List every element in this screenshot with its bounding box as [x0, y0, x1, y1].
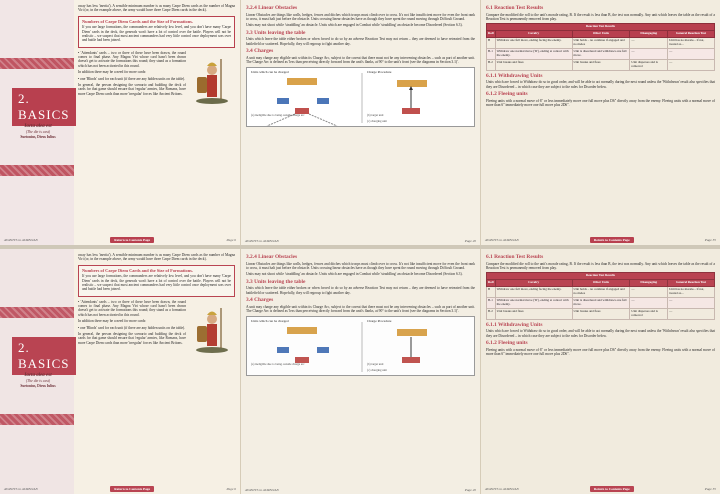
table-cell: Unit has no morale... if not, treated as...	[668, 38, 715, 49]
table-header: Roll	[487, 280, 496, 287]
footer-title: AVANTI'S to AURELIAN	[485, 486, 519, 491]
table-cell: Unit is disordered and withdraws one full move.	[572, 48, 630, 59]
table-cell: Unit breaks and flees	[572, 59, 630, 70]
section-heading: 6.1.1 Withdrawing Units	[486, 72, 543, 79]
paragraph: Units may not shoot while 'straddling' an obstacle. Units which are engaged in Combat while 'straddling' an obstacle become Disordered (Section 6.3).	[246, 23, 463, 28]
page-middle	[240, 0, 480, 245]
section-heading: 6.1 Reaction Test Results	[486, 254, 544, 260]
page-right	[480, 249, 720, 494]
page-number: Page 6	[226, 237, 236, 242]
paragraph: Units may not shoot while 'straddling' an obstacle. Units which are engaged in Combat while 'straddling' an obstacle become Disordered (Section 6.3).	[246, 272, 463, 277]
paragraph: Linear Obstacles are things like walls, hedges, fences and ditches which troops must climb over to cross. It's not like insufficient move for even the front rank to cross, it must halt just before the obstacle. Units crossing linear obstacles have as though they have spent the round moving through Difficult Ground.	[246, 261, 475, 270]
table-cell: Withdraw one full move, ending facing the enemy.	[495, 38, 572, 49]
page-footer	[245, 488, 476, 492]
note-title: Numbers of Carpe Diem Cards and the Size of Formations.	[82, 18, 193, 24]
section-heading: 6.1.2 Fleeing units	[486, 339, 528, 346]
table-cell: B-2	[487, 308, 496, 319]
body-paragraph: In general, the person designing the scenario and building the deck of cards for that game should ensure that 'regular' armies, like Romans, have more Carpe Diem cards than more 'irregular' forces like Ancient Britons.	[78, 331, 186, 345]
table-cell: —	[630, 38, 668, 49]
diagram-caption: (c) charging unit	[367, 367, 387, 372]
table-header: Disengaging	[630, 280, 668, 287]
body-paragraph: • one 'Blinds' card for each unit (if there are any hidden units on the table).	[78, 76, 186, 81]
paragraph: Fleeing units with a normal move of 6" or less immediately move one full move plus D6" directly away from the enemy. Fleeing units with a normal move of more than 6" immediately move one full move plus 2D6".	[486, 347, 715, 356]
table-cell: Withdraw one full move, ending facing the enemy.	[495, 287, 572, 298]
decorative-band	[0, 414, 74, 425]
section-heading: 3.3 Units leaving the table	[246, 29, 306, 36]
diagram-left-label: Units which can be charged	[251, 319, 289, 324]
page-number: Page 20	[464, 487, 476, 492]
table-cell: —	[668, 59, 715, 70]
page-number: Page 35	[704, 486, 716, 491]
note-box	[78, 16, 235, 48]
chapter-quote	[8, 124, 68, 139]
chapter-heading: 2. BASICS	[12, 88, 76, 126]
chapter-quote	[8, 373, 68, 388]
decorative-band	[0, 307, 74, 318]
table-cell: Unit breaks and flees	[495, 59, 572, 70]
return-to-contents-button[interactable]: Return to Contents Page	[110, 486, 154, 492]
table-row	[487, 48, 715, 59]
table-header: Cavalry	[495, 280, 572, 287]
quote-author: Suetonius, Divus Iulius	[20, 134, 56, 139]
reaction-test-table	[486, 23, 715, 70]
middle-column	[246, 252, 475, 379]
table-header: General Reaction Test	[668, 280, 715, 287]
section-heading: 6.1.1 Withdrawing Units	[486, 321, 543, 328]
charge-diagram	[246, 316, 475, 376]
section-heading: 6.1.2 Fleeing units	[486, 90, 528, 97]
miniature-figure-image	[189, 53, 235, 105]
note-text: If you use large formations, the commanders are relatively low level, and you don't have many 'Carpe Diem' cards in the deck, the generals won't have a lot of control over the battle. Players will not be realistic – we suspect that most ancient commanders had very little control once deployment was over and battle had been joined.	[82, 25, 231, 43]
table-row	[487, 59, 715, 70]
table-cell: B-2	[487, 59, 496, 70]
page-number: Page 35	[704, 237, 716, 242]
body-paragraph: In addition there may be a need for more cards:	[78, 70, 147, 75]
section-heading: 3.2.4 Linear Obstacles	[246, 5, 298, 11]
diagram-shapes	[247, 317, 475, 377]
table-cell: Unit breaks and flees	[495, 308, 572, 319]
diagram-caption: (a) ineligible due to being outside charge arc	[251, 112, 305, 117]
section-heading: 3.3 Units leaving the table	[246, 278, 306, 285]
decorative-band	[0, 165, 74, 176]
table-cell: Unit disperses and is removed	[630, 308, 668, 319]
body-paragraph: • 'Attendants' cards – two or three of these have been drawn, the round comes to final phase. Any Magna Viri whose card hasn't been drawn doesn't get to activate the formations this round; they stand as a formation which has not been activated in this round.	[78, 50, 186, 68]
page-footer	[485, 486, 716, 492]
quote-main: Iacta alea est	[24, 373, 52, 378]
paragraph: A unit may charge any eligible unit within its Charge Arc, subject to the caveat that there must not be any intervening obstacles – such as part of another unit. The Charge Arc is defined as 'less than perceiving directly forward from the unit's flanks, at 90° to the unit's front (see the diagrams in Section 3.1)'.	[246, 55, 475, 65]
section-heading: 3.4 Charges	[246, 48, 274, 55]
paragraph: Compare the modified die roll to the unit's morale rating, B. If the result is less than B, the test was normally. Any unit which leaves the table as the result of a Reaction Test is permanently removed from play.	[486, 261, 715, 270]
diagram-left-label: Units which can be charged	[251, 70, 289, 75]
table-row	[487, 297, 715, 308]
paragraph: A unit may charge any eligible unit within its Charge Arc, subject to the caveat that there must not be any intervening obstacles – such as part of another unit. The Charge Arc is defined as 'less than perceiving directly forward from the unit's flanks, at 90° to the unit's front (see the diagrams in Section 3.1)'.	[246, 304, 475, 314]
page-footer	[4, 237, 236, 243]
diagram-caption: (b) target unit	[367, 112, 384, 117]
table-row	[487, 38, 715, 49]
paragraph: Linear Obstacles are things like walls, hedges, fences and ditches which troops must climb over to cross. It's not like insufficient move for even the front rank to cross, it must halt just before the obstacle. Units crossing linear obstacles have as though they have spent the round moving through Difficult Ground.	[246, 12, 475, 21]
return-to-contents-button[interactable]: Return to Contents Page	[590, 486, 634, 492]
diagram-caption: (a) ineligible due to being outside charge arc	[251, 361, 305, 366]
table-cell: Unit holds – no continue if engaged and no melee	[572, 38, 630, 49]
miniature-figure-image	[189, 302, 235, 354]
table-header: Other Units	[572, 280, 630, 287]
table-cell: B	[487, 287, 496, 298]
intro-paragraph: away has less 'inertia'). A sensible minimum number is as many Carpe Diem cards as the number of Magna Viri (or, in the example above, the army would have three Carpe Diem cards in the deck).	[78, 4, 235, 13]
table-header: General Reaction Test	[668, 31, 715, 38]
page-middle	[240, 249, 480, 494]
left-body	[78, 253, 235, 356]
table-row	[487, 287, 715, 298]
intro-paragraph: away has less 'inertia'). A sensible minimum number is as many Carpe Diem cards as the number of Magna Viri (or, in the example above, the army would have three Carpe Diem cards in the deck).	[78, 253, 235, 262]
diagram-caption: (b) target unit	[367, 361, 384, 366]
diagram-right-label: Charge Procedure	[367, 319, 392, 324]
reaction-test-table	[486, 272, 715, 319]
table-header: Other Units	[572, 31, 630, 38]
table-title: Reaction Test Results	[487, 24, 715, 31]
table-header: Cavalry	[495, 31, 572, 38]
right-column	[486, 252, 715, 358]
left-body	[78, 4, 235, 107]
table-header: Disengaging	[630, 31, 668, 38]
footer-title: AVANTI'S to AURELIAN	[245, 238, 279, 243]
table-title: Reaction Test Results	[487, 273, 715, 280]
quote-author: Suetonius, Divus Iulius	[20, 383, 56, 388]
table-cell: Unit breaks and flees	[572, 308, 630, 319]
page-number: Page 6	[226, 486, 236, 491]
table-cell: —	[630, 48, 668, 59]
page-left	[0, 249, 240, 494]
page-left	[0, 0, 240, 245]
diagram-caption: (c) charging unit	[367, 118, 387, 123]
footer-title: AVANTI'S to AURELIAN	[4, 237, 38, 242]
paragraph: Compare the modified die roll to the unit's morale rating, B. If the result is less than B, the test was normally. Any unit which leaves the table as the result of a Reaction Test is permanently removed from play.	[486, 12, 715, 21]
note-text: If you use large formations, the commanders are relatively low level, and you don't have many 'Carpe Diem' cards in the deck, the generals won't have a lot of control over the battle. Players will not be realistic – we suspect that most ancient commanders had very little control once deployment was over and battle had been joined.	[82, 274, 231, 292]
table-cell: B-1	[487, 297, 496, 308]
top-spread	[0, 0, 720, 245]
body-paragraph: • one 'Blinds' card for each unit (if there are any hidden units on the table).	[78, 325, 186, 330]
return-to-contents-button[interactable]: Return to Contents Page	[590, 237, 634, 243]
table-cell: —	[630, 297, 668, 308]
table-cell: B-1	[487, 48, 496, 59]
note-box	[78, 265, 235, 297]
quote-sub: (The die is cast)	[25, 379, 51, 384]
chapter-heading: 2. BASICS	[12, 337, 76, 375]
footer-title: AVANTI'S to AURELIAN	[245, 487, 279, 492]
charge-diagram	[246, 67, 475, 127]
table-header: Roll	[487, 31, 496, 38]
page-right	[480, 0, 720, 245]
table-cell: Unit disperses and is removed	[630, 59, 668, 70]
paragraph: Units which leave the table either broken or when forced to do so by an adverse Reaction Test may not return – they are deemed to have retreated from the battlefield or scattered. Hopefully, they will regroup to fight another day.	[246, 286, 475, 295]
middle-column	[246, 3, 475, 130]
table-cell: —	[668, 308, 715, 319]
quote-sub: (The die is cast)	[25, 130, 51, 135]
right-column	[486, 3, 715, 109]
diagram-shapes	[247, 68, 475, 128]
table-cell: —	[668, 48, 715, 59]
table-cell: Unit holds – no continue if engaged and no melee	[572, 287, 630, 298]
return-to-contents-button[interactable]: Return to Contents Page	[110, 237, 154, 243]
table-cell: Withdraw one normal move ('D'), ending at contact with the enemy.	[495, 48, 572, 59]
body-paragraph: In addition there may be a need for more cards:	[78, 319, 147, 324]
body-paragraph: In general, the person designing the scenario and building the deck of cards for that game should ensure that 'regular' armies, like Romans, have more Carpe Diem cards than more 'irregular' forces like Ancient Britons.	[78, 82, 186, 96]
paragraph: Units which leave the table either broken or when forced to do so by an adverse Reaction Test may not return – they are deemed to have retreated from the battlefield or scattered. Hopefully, they will regroup to fight another day.	[246, 37, 475, 46]
body-paragraph: • 'Attendants' cards – two or three of these have been drawn, the round comes to final phase. Any Magna Viri whose card hasn't been drawn doesn't get to activate the formations this round; they stand as a formation which has not been activated in this round.	[78, 299, 186, 317]
chapter-strip	[0, 249, 74, 494]
section-heading: 6.1 Reaction Test Results	[486, 5, 544, 11]
page-footer	[4, 486, 236, 492]
table-cell: B	[487, 38, 496, 49]
page-number: Page 20	[464, 238, 476, 243]
diagram-right-label: Charge Procedure	[367, 70, 392, 75]
decorative-band	[0, 58, 74, 69]
bottom-spread	[0, 249, 720, 494]
section-heading: 3.4 Charges	[246, 297, 274, 304]
footer-title: AVANTI'S to AURELIAN	[485, 237, 519, 242]
paragraph: Units which are forced to Withdraw do so in good order, and will be able to act normally during the next round unless the 'Withdrawn' result also specifies that they are Disordered – in which case they are subject to the rules for Disorder below.	[486, 329, 715, 338]
paragraph: Units which are forced to Withdraw do so in good order, and will be able to act normally during the next round unless the 'Withdrawn' result also specifies that they are Disordered – in which case they are subject to the rules for Disorder below.	[486, 80, 715, 89]
table-row	[487, 308, 715, 319]
table-cell: —	[668, 297, 715, 308]
section-heading: 3.2.4 Linear Obstacles	[246, 254, 298, 260]
note-title: Numbers of Carpe Diem Cards and the Size of Formations.	[82, 267, 193, 273]
chapter-strip	[0, 0, 74, 245]
paragraph: Fleeing units with a normal move of 6" or less immediately move one full move plus D6" directly away from the enemy. Fleeing units with a normal move of more than 6" immediately move one full move plus 2D6".	[486, 98, 715, 107]
table-cell: Unit has no morale... if not, treated as...	[668, 287, 715, 298]
quote-main: Iacta alea est	[24, 124, 52, 129]
table-cell: Unit is disordered and withdraws one full move.	[572, 297, 630, 308]
page-footer	[485, 237, 716, 243]
page-footer	[245, 239, 476, 243]
table-cell: Withdraw one normal move ('D'), ending at contact with the enemy.	[495, 297, 572, 308]
table-cell: —	[630, 287, 668, 298]
footer-title: AVANTI'S to AURELIAN	[4, 486, 38, 491]
